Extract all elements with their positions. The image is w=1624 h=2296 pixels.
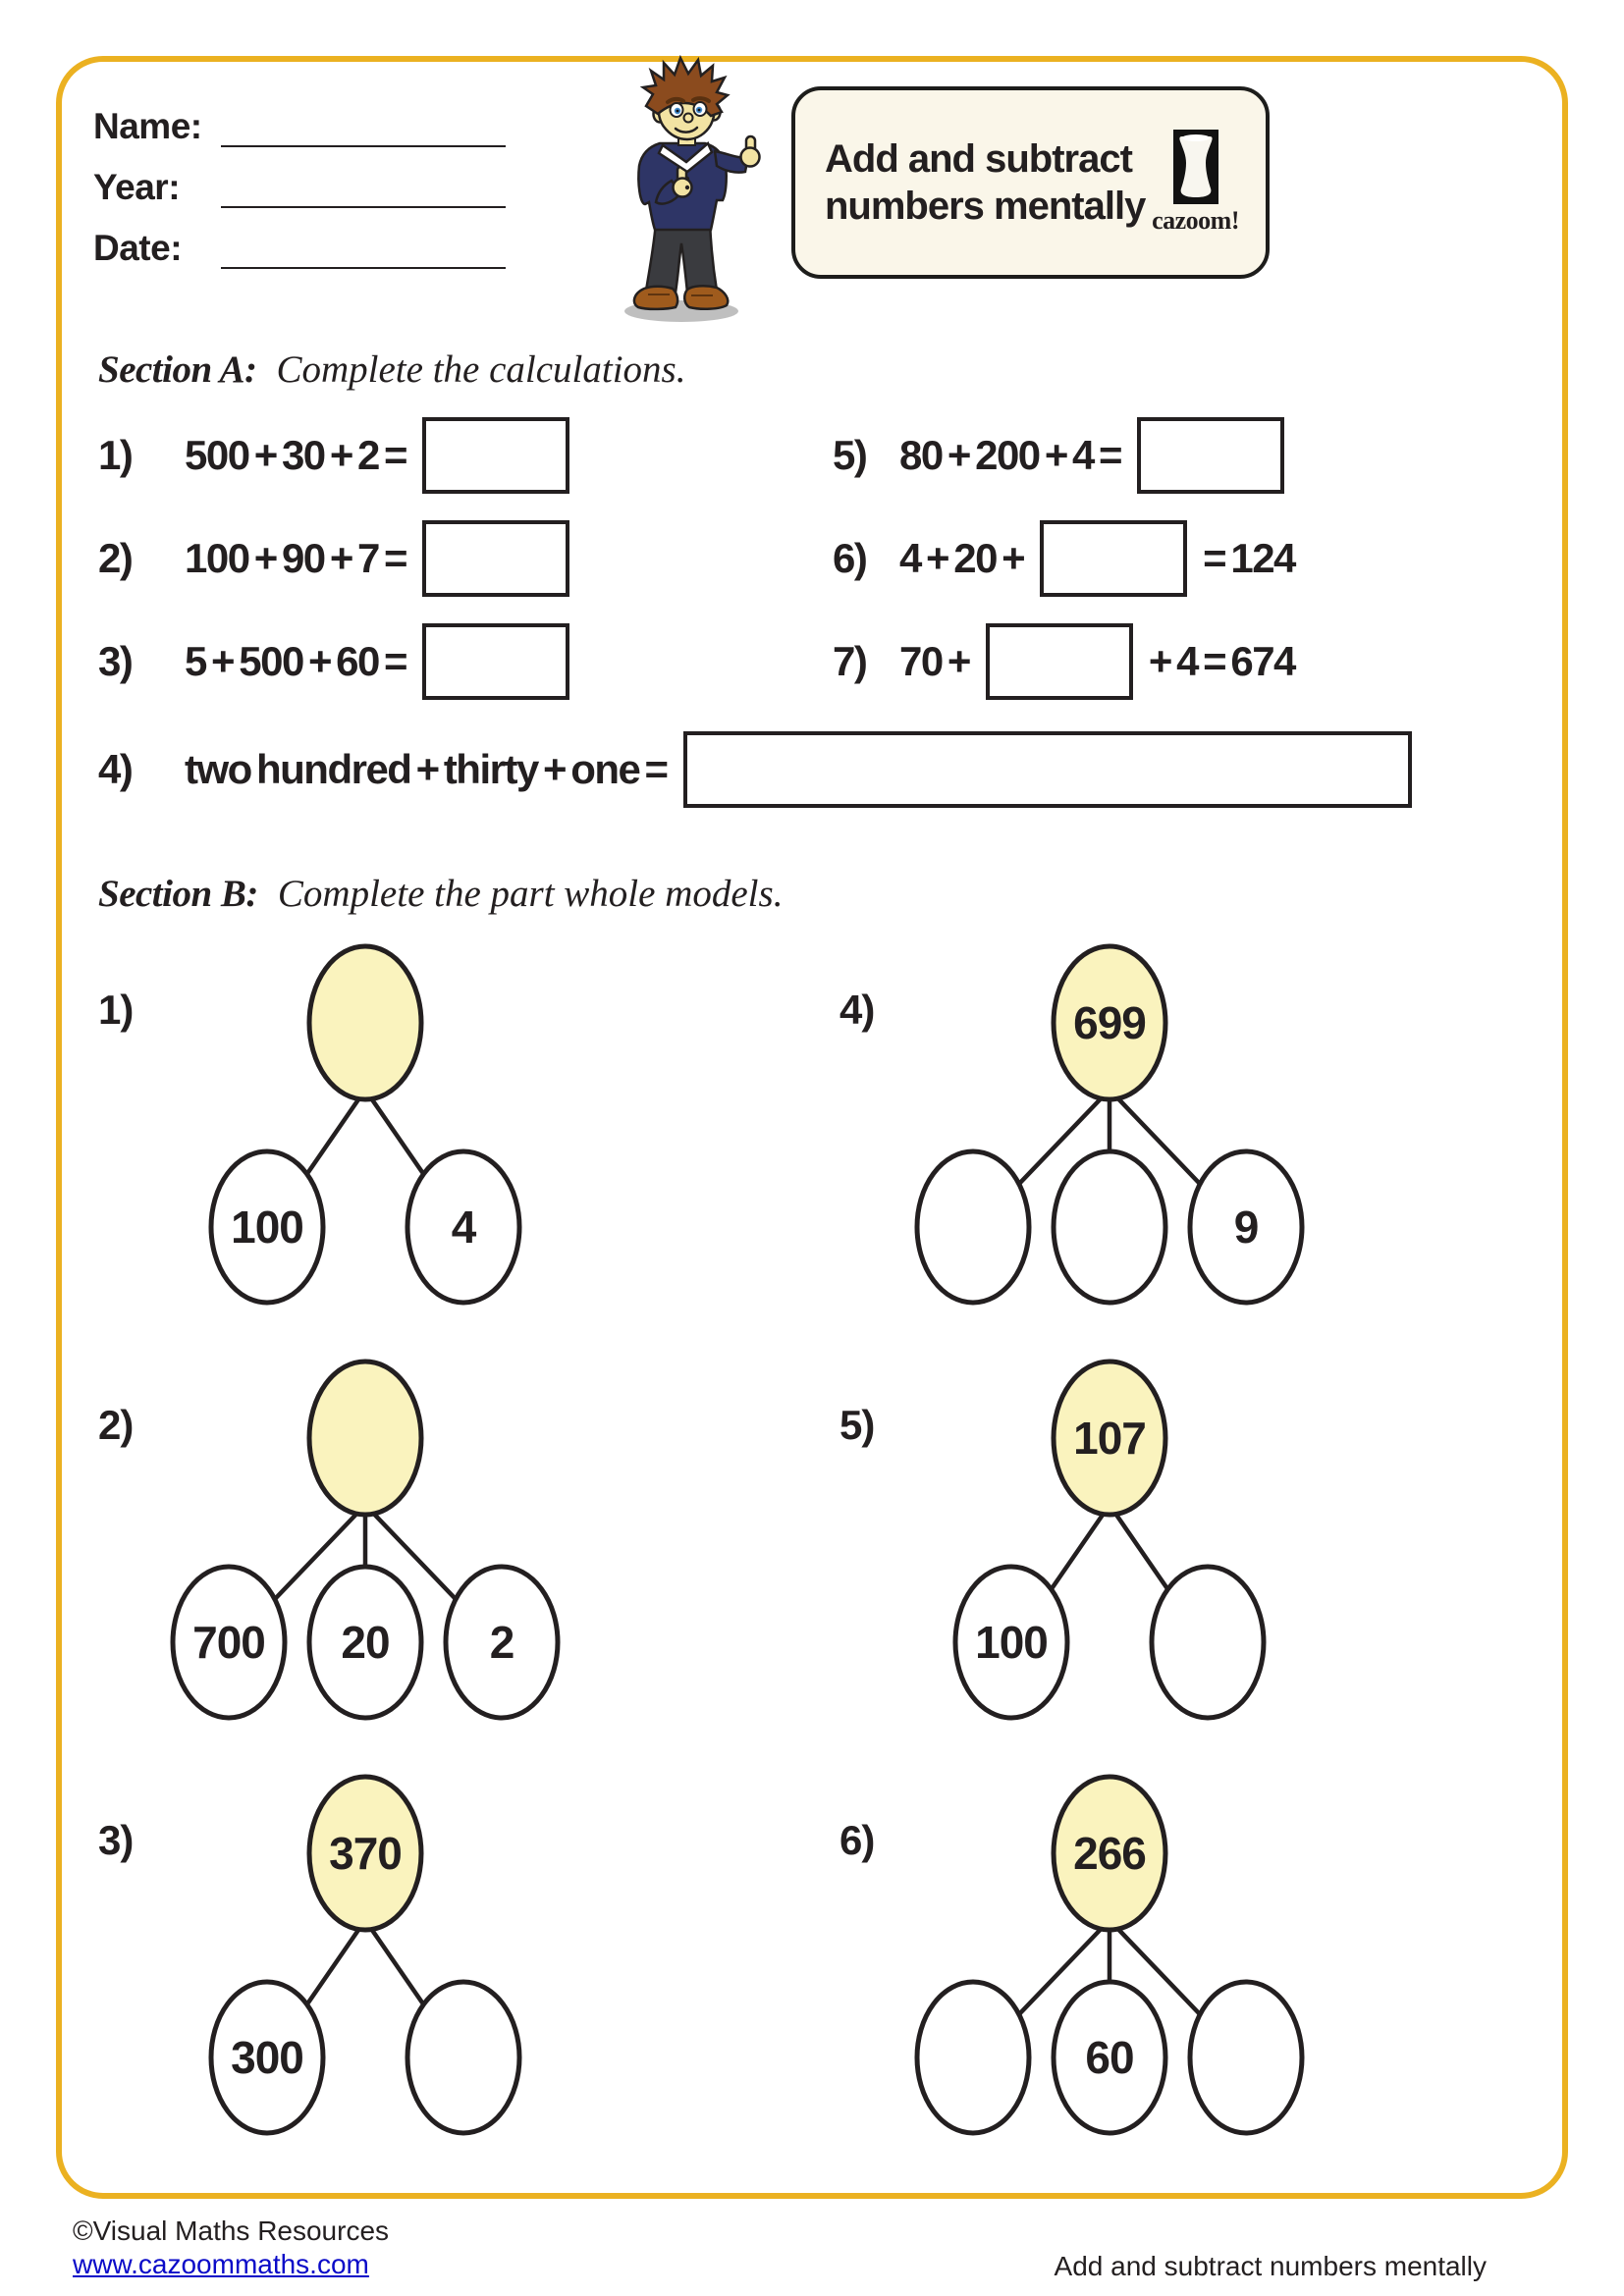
part-whole-model-2 bbox=[167, 1358, 619, 1750]
problem-2 bbox=[98, 518, 569, 599]
model-1-number: 1) bbox=[98, 987, 134, 1033]
year-field-row bbox=[93, 165, 506, 208]
part-circle[interactable] bbox=[917, 1151, 1029, 1303]
part-value: 100 bbox=[231, 1201, 303, 1253]
part-value: 300 bbox=[231, 2032, 303, 2083]
problem-5 bbox=[833, 415, 1284, 496]
part-value: 700 bbox=[192, 1617, 265, 1668]
whole-value: 266 bbox=[1073, 1828, 1146, 1879]
problem-7 bbox=[833, 621, 1295, 702]
copyright-text: ©Visual Maths Resources bbox=[73, 2216, 390, 2246]
section-b-heading bbox=[98, 872, 783, 916]
equation-text: 80 + 200 + 4 = bbox=[899, 432, 1122, 478]
year-input-line[interactable] bbox=[221, 171, 506, 208]
cazoom-logo bbox=[1151, 130, 1240, 236]
part-value: 2 bbox=[489, 1617, 514, 1668]
equation-text: 500 + 30 + 2 = bbox=[185, 432, 407, 478]
part-whole-model-5 bbox=[911, 1358, 1363, 1750]
drum-icon bbox=[1173, 130, 1218, 204]
part-value: 9 bbox=[1233, 1201, 1259, 1253]
part-value: 4 bbox=[451, 1201, 476, 1253]
model-2-number: 2) bbox=[98, 1402, 134, 1448]
equation-text: 4 + 20 + bbox=[899, 535, 1025, 581]
answer-box[interactable] bbox=[422, 623, 569, 700]
answer-box[interactable] bbox=[986, 623, 1133, 700]
part-circle[interactable] bbox=[1190, 1982, 1302, 2133]
worksheet-title: Add and subtract numbers mentally bbox=[825, 137, 1146, 228]
section-b-instruction: Complete the part whole models. bbox=[277, 873, 784, 915]
equation-result-text: + 4 = 674 bbox=[1148, 638, 1295, 684]
section-b-label: Section B: bbox=[98, 873, 258, 915]
whole-value: 107 bbox=[1073, 1413, 1146, 1464]
answer-box[interactable] bbox=[1040, 520, 1187, 597]
whole-circle[interactable] bbox=[309, 946, 421, 1099]
problem-3 bbox=[98, 621, 569, 702]
answer-box[interactable] bbox=[422, 520, 569, 597]
equation-text: 5 + 500 + 60 = bbox=[185, 638, 407, 684]
answer-box[interactable] bbox=[422, 417, 569, 494]
problem-number: 2) bbox=[98, 535, 133, 581]
part-value: 100 bbox=[975, 1617, 1048, 1668]
answer-box[interactable] bbox=[683, 731, 1412, 808]
problem-4 bbox=[98, 729, 1412, 810]
date-label: Date: bbox=[93, 228, 183, 268]
part-circle[interactable] bbox=[1054, 1151, 1165, 1303]
equation-text: two hundred + thirty + one = bbox=[185, 746, 668, 792]
worksheet-title-panel bbox=[791, 86, 1270, 279]
answer-box[interactable] bbox=[1137, 417, 1284, 494]
problem-1 bbox=[98, 415, 569, 496]
section-a-instruction: Complete the calculations. bbox=[276, 348, 686, 391]
model-3-number: 3) bbox=[98, 1817, 134, 1863]
model-6-number: 6) bbox=[839, 1817, 875, 1863]
equation-result-text: = 124 bbox=[1203, 535, 1295, 581]
problem-number: 6) bbox=[833, 535, 867, 581]
date-field-row bbox=[93, 226, 506, 269]
part-whole-model-4 bbox=[911, 942, 1363, 1335]
problem-number: 5) bbox=[833, 432, 867, 478]
website-link[interactable]: www.cazoommaths.com bbox=[73, 2249, 369, 2279]
header-fields bbox=[93, 104, 506, 287]
date-input-line[interactable] bbox=[221, 232, 506, 269]
problem-number: 7) bbox=[833, 638, 867, 684]
whole-circle[interactable] bbox=[309, 1362, 421, 1515]
name-input-line[interactable] bbox=[221, 110, 506, 147]
part-whole-model-1 bbox=[167, 942, 619, 1335]
equation-text: 100 + 90 + 7 = bbox=[185, 535, 407, 581]
part-circle[interactable] bbox=[407, 1982, 519, 2133]
problem-6 bbox=[833, 518, 1295, 599]
model-4-number: 4) bbox=[839, 987, 875, 1033]
student-character-illustration bbox=[601, 55, 778, 328]
section-a-label: Section A: bbox=[98, 348, 257, 391]
part-circle[interactable] bbox=[1152, 1567, 1264, 1718]
whole-value: 699 bbox=[1073, 997, 1146, 1048]
part-value: 20 bbox=[341, 1617, 390, 1668]
problem-number: 1) bbox=[98, 432, 133, 478]
footer-worksheet-title: Add and subtract numbers mentally bbox=[1054, 2251, 1487, 2281]
part-circle[interactable] bbox=[917, 1982, 1029, 2133]
whole-value: 370 bbox=[329, 1828, 402, 1879]
name-field-row bbox=[93, 104, 506, 147]
part-whole-model-3 bbox=[167, 1773, 619, 2165]
section-a-heading bbox=[98, 347, 686, 392]
year-label: Year: bbox=[93, 167, 181, 207]
problem-number: 4) bbox=[98, 746, 133, 792]
equation-text: 70 + bbox=[899, 638, 970, 684]
cazoom-logo-text: cazoom! bbox=[1152, 206, 1239, 235]
part-whole-model-6 bbox=[911, 1773, 1363, 2165]
name-label: Name: bbox=[93, 106, 202, 146]
part-value: 60 bbox=[1085, 2032, 1134, 2083]
model-5-number: 5) bbox=[839, 1402, 875, 1448]
problem-number: 3) bbox=[98, 638, 133, 684]
